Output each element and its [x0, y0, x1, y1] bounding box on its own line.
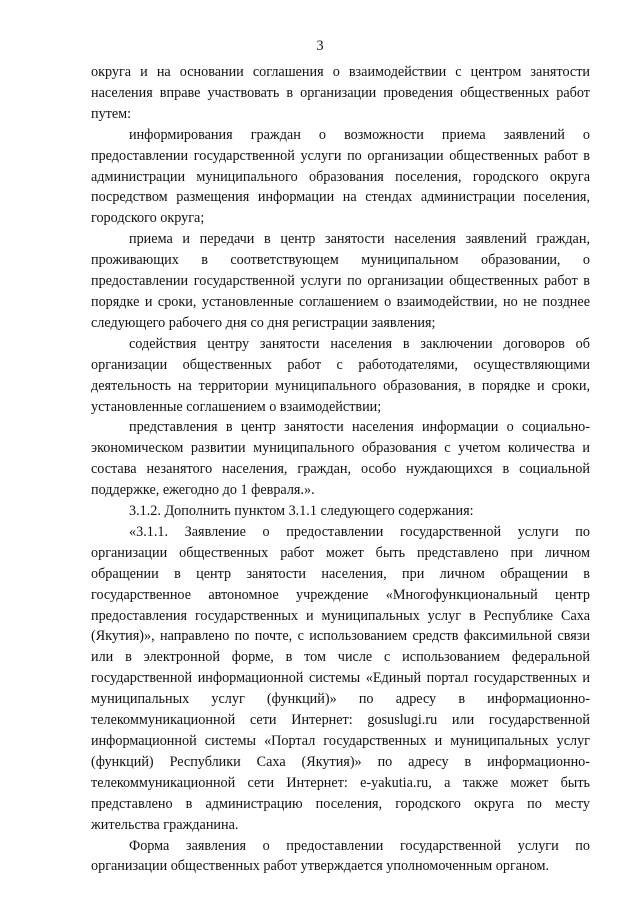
paragraph-reporting: представления в центр занятости населения информации о социально-экономическом развитии муниципального образования с учетом количества и состава незанятого населения, граждан, особо нуждающихся в социальной поддержке, ежегодно до 1 февраля.». [91, 419, 590, 499]
paragraph-form: Форма заявления о предоставлении государственной услуги по организации общественных работ утверждается уполномоченным органом. [91, 837, 590, 875]
page-number: 3 [316, 38, 324, 54]
paragraph-continuation: округа и на основании соглашения о взаимодействии с центром занятости населения вправе участвовать в организации проведения общественных работ путем: [91, 64, 590, 122]
document-body [91, 62, 590, 877]
paragraph-amendment: 3.1.2. Дополнить пунктом 3.1.1 следующего содержания: [129, 503, 474, 520]
paragraph-clause-3-1-1: «3.1.1. Заявление о предоставлении государственной услуги по организации общественных работ может быть представлено при личном обращении в центр занятости населения, при личном обращении в государственное автономное учреждение «Многофункциональный центр предоставления государственных и муниципальных услуг в Республике Саха (Якутия)», направлено по почте, с использованием средств факсимильной связи или в электронной форме, в том числе с использованием федеральной государственной информационной системы «Единый портал государственных и муниципальных услуг (функций)» по адресу в информационно-телекоммуникационной сети Интернет: gosuslugi.ru или государственной информационной системы «Портал государственных и муниципальных услуг (функций) Республики Саха (Якутия)» по адресу в информационно-телекоммуникационной сети Интернет: e-yakutia.ru, а также может быть представлено в администрацию поселения, городского округа по месту жительства гражданина. [91, 523, 590, 833]
paragraph-assistance: содействия центру занятости населения в заключении договоров об организации общественных работ с работодателями, осуществляющими деятельность на территории муниципального образования, в порядке и сроки, установленные соглашением о взаимодействии; [91, 335, 590, 415]
paragraph-informing: информирования граждан о возможности приема заявлений о предоставлении государственной услуги по организации общественных работ в администрации муниципального образования поселения, городского округа посредством размещения информации на стендах администрации поселения, городского округа; [91, 126, 590, 227]
paragraph-receiving: приема и передачи в центр занятости населения заявлений граждан, проживающих в соответствующем муниципальном образовании, о предоставлении государственной услуги по организации общественных работ в порядке и сроки, установленные соглашением о взаимодействии, но не позднее следующего рабочего дня со дня регистрации заявления; [91, 231, 590, 331]
